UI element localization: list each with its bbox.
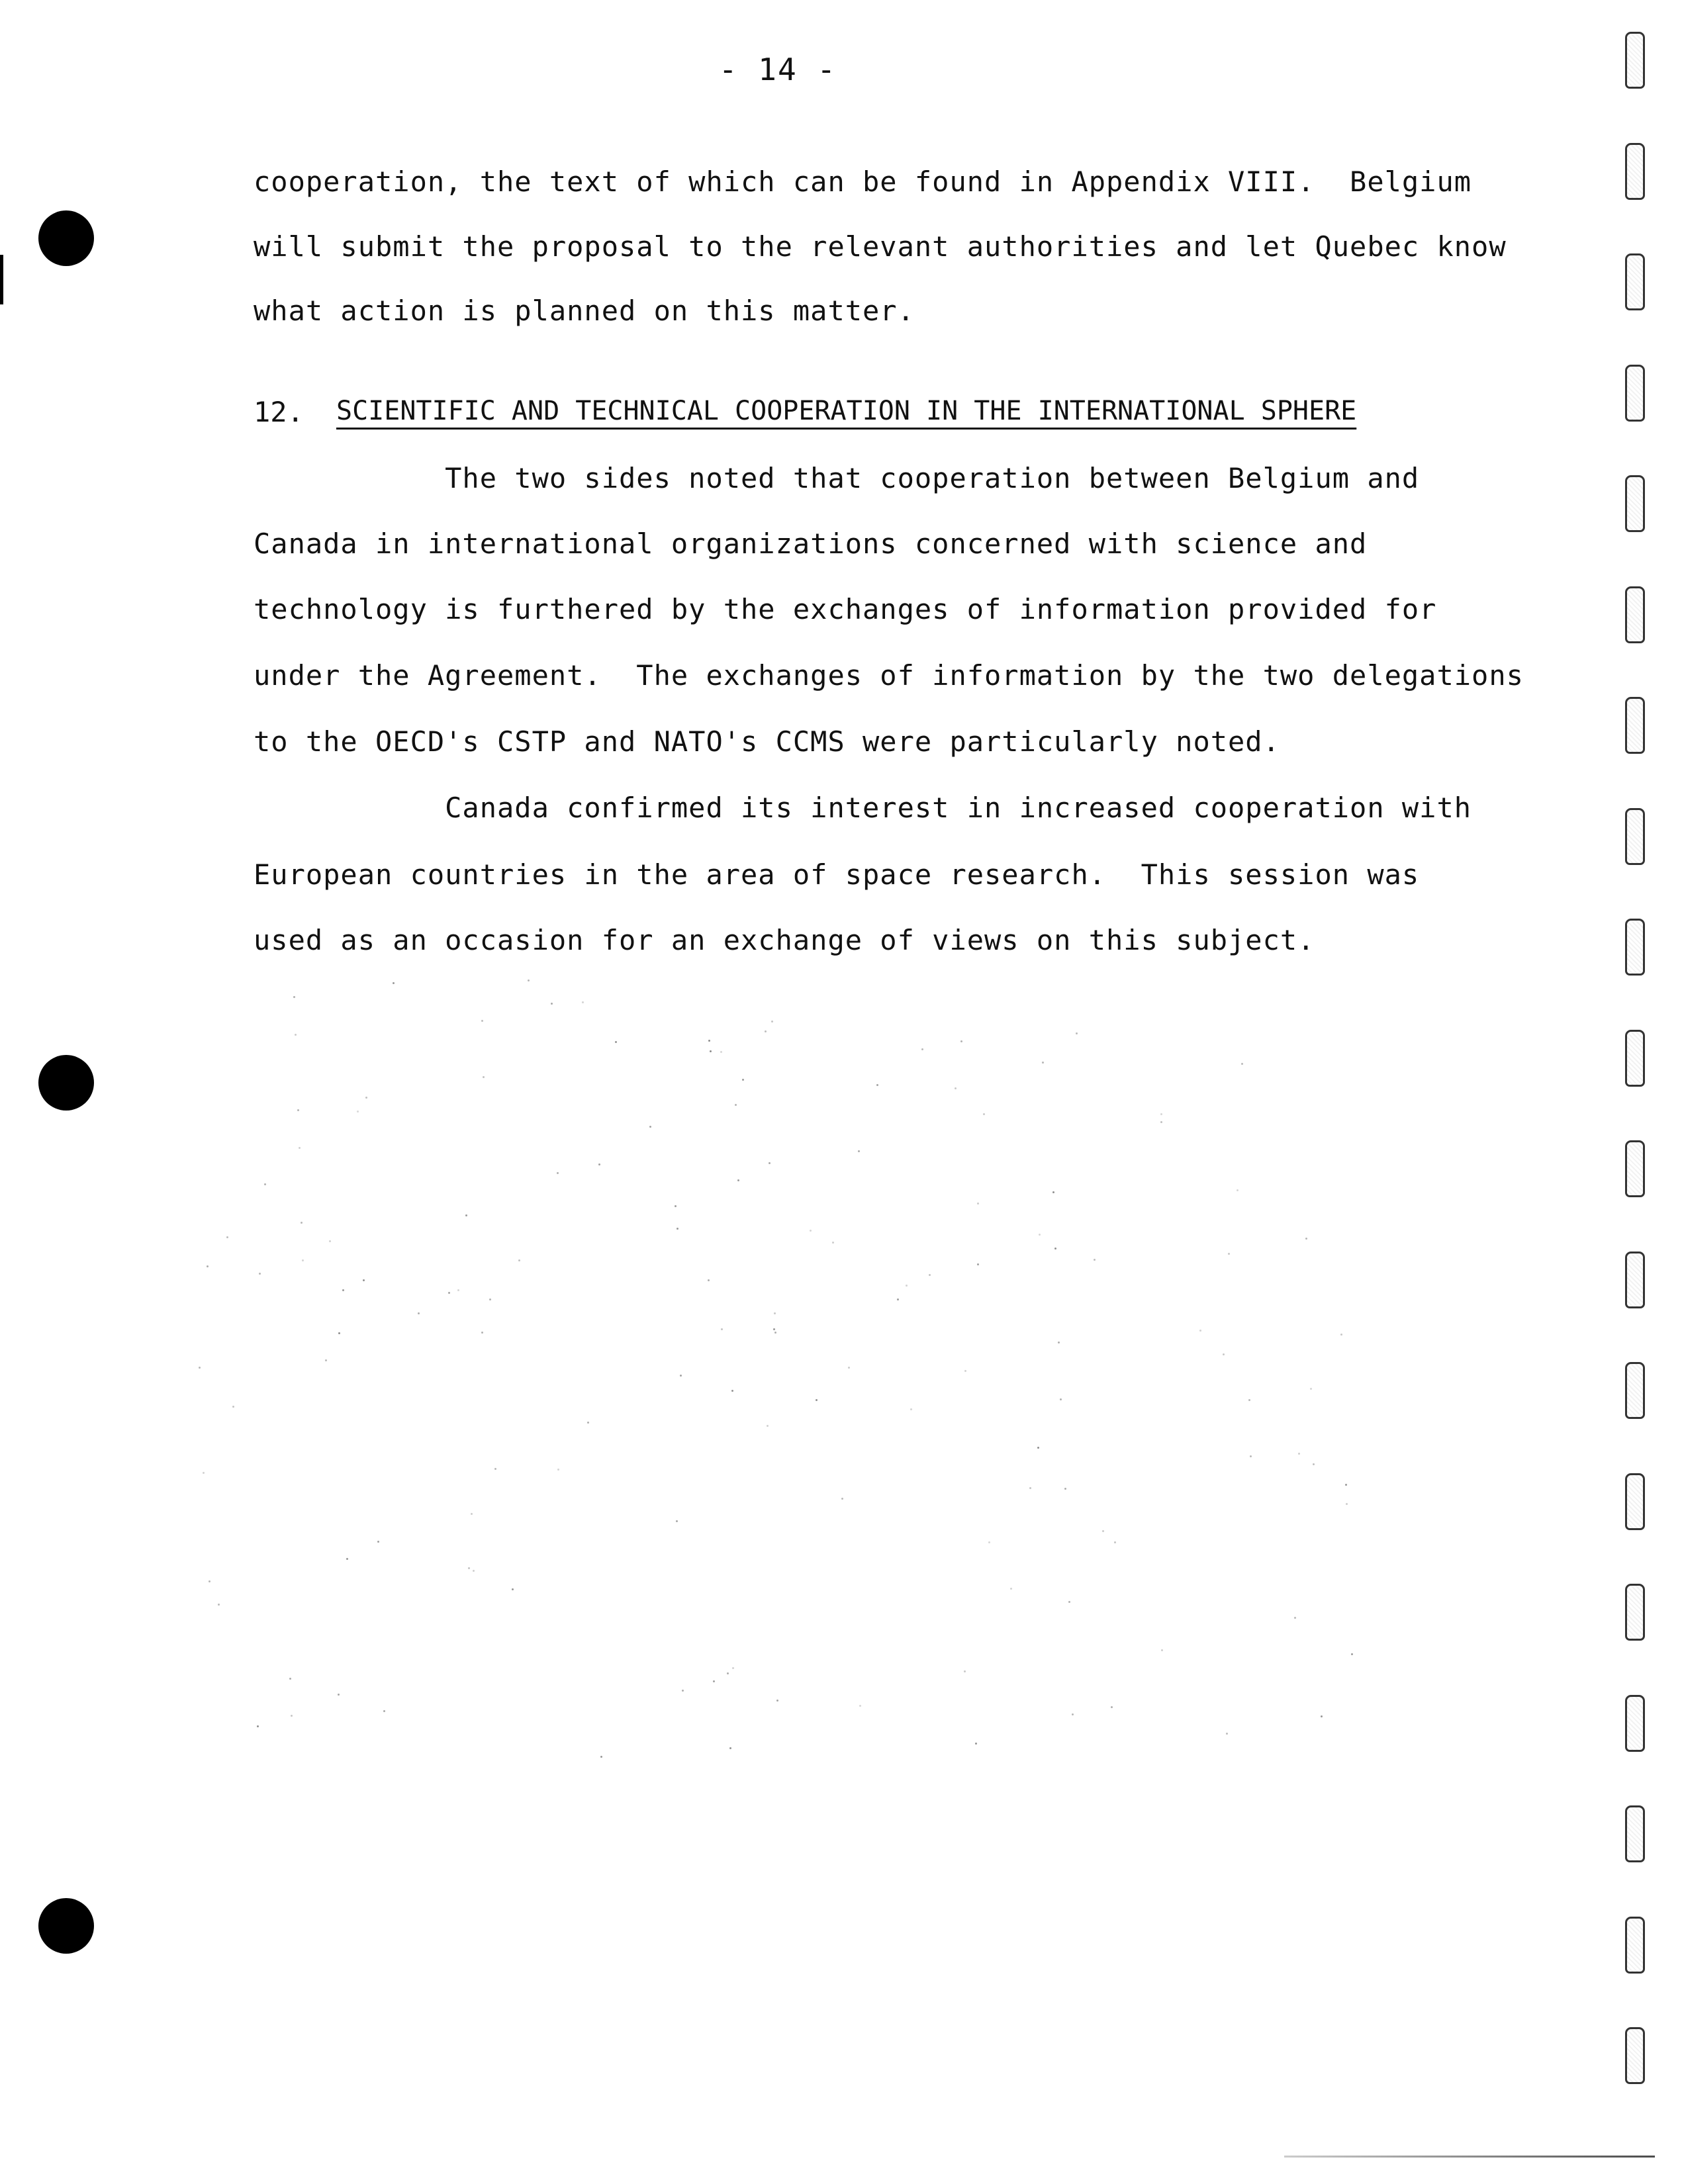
scan-speck xyxy=(810,1230,812,1232)
scan-speck xyxy=(721,1328,723,1330)
scan-speck xyxy=(1072,1713,1074,1715)
scan-speck xyxy=(710,1050,712,1052)
scan-speck xyxy=(680,1375,682,1377)
scan-speck xyxy=(1298,1453,1300,1455)
scan-speck xyxy=(776,1700,778,1702)
scan-speck xyxy=(649,1126,651,1128)
scan-speck xyxy=(720,1051,722,1053)
scan-speck xyxy=(1351,1653,1353,1655)
feed-hole xyxy=(1625,1695,1645,1752)
scan-speck xyxy=(1237,1189,1238,1191)
scan-speck xyxy=(1248,1399,1250,1401)
scan-speck xyxy=(582,1001,584,1003)
scan-speck xyxy=(848,1367,850,1369)
scan-speck xyxy=(512,1588,514,1590)
text-line: The two sides noted that cooperation between Belgium and xyxy=(254,462,1420,494)
scan-speck xyxy=(767,1425,769,1427)
scan-speck xyxy=(816,1399,818,1401)
scan-speck xyxy=(977,1263,979,1265)
scan-speck xyxy=(983,1113,985,1115)
text-line: will submit the proposal to the relevant authorities and let Quebec know xyxy=(254,230,1507,263)
scan-speck xyxy=(346,1558,348,1560)
scan-speck xyxy=(357,1111,359,1113)
scan-speck xyxy=(363,1279,365,1281)
scan-speck xyxy=(615,1041,617,1043)
feed-hole xyxy=(1625,1917,1645,1974)
scan-speck xyxy=(293,996,295,998)
text-line: under the Agreement. The exchanges of information by the two delegations xyxy=(254,659,1524,692)
scan-speck xyxy=(551,1003,553,1005)
scan-speck xyxy=(338,1332,340,1334)
scan-speck xyxy=(708,1040,710,1042)
scan-speck xyxy=(1241,1063,1243,1065)
scan-speck xyxy=(897,1298,899,1300)
scan-speck xyxy=(1076,1032,1078,1034)
scan-speck xyxy=(481,1020,483,1022)
text-line: to the OECD's CSTP and NATO's CCMS were particularly noted. xyxy=(254,725,1280,758)
feed-hole xyxy=(1625,1473,1645,1530)
scan-speck xyxy=(1294,1617,1296,1619)
scan-speck xyxy=(365,1097,367,1099)
scan-speck xyxy=(297,1109,299,1111)
scan-speck xyxy=(418,1312,420,1314)
scan-speck xyxy=(1029,1487,1031,1489)
scan-speck xyxy=(289,1678,291,1680)
scan-speck xyxy=(465,1214,467,1216)
scan-speck xyxy=(676,1520,678,1522)
scan-speck xyxy=(1102,1530,1104,1532)
scan-speck xyxy=(257,1725,259,1727)
scan-speck xyxy=(1305,1238,1307,1240)
scan-speck xyxy=(742,1079,744,1081)
scan-speck xyxy=(1321,1715,1323,1717)
scan-speck xyxy=(906,1285,908,1287)
punch-hole xyxy=(38,1898,94,1954)
scan-speck xyxy=(494,1468,496,1470)
scan-speck xyxy=(259,1273,261,1275)
scan-speck xyxy=(1052,1191,1054,1193)
scan-speck xyxy=(1160,1121,1162,1123)
scan-speck xyxy=(675,1205,677,1207)
feed-hole xyxy=(1625,1140,1645,1197)
feed-hole xyxy=(1625,919,1645,976)
scan-speck xyxy=(858,1150,860,1152)
scan-speck xyxy=(1064,1488,1066,1490)
section-title: SCIENTIFIC AND TECHNICAL COOPERATION IN THE INTERNATIONAL SPHERE xyxy=(336,396,1357,426)
scan-speck xyxy=(859,1705,861,1707)
scan-speck xyxy=(921,1048,923,1050)
scan-speck xyxy=(528,979,530,981)
scan-speck xyxy=(377,1541,379,1543)
text-line: technology is furthered by the exchanges of information provided for xyxy=(254,593,1437,625)
scan-speck xyxy=(832,1242,834,1244)
scan-speck xyxy=(769,1162,771,1164)
feed-hole xyxy=(1625,32,1645,89)
scan-speck xyxy=(302,1259,304,1261)
scan-speck xyxy=(1037,1447,1039,1449)
scan-speck xyxy=(329,1240,331,1242)
scan-speck xyxy=(773,1328,775,1330)
scan-speck xyxy=(557,1172,559,1174)
page-number: - 14 - xyxy=(718,52,837,87)
scan-speck xyxy=(600,1756,602,1758)
scan-speck xyxy=(1250,1455,1252,1457)
scan-speck xyxy=(682,1690,684,1692)
scan-speck xyxy=(295,1034,297,1036)
scan-speck xyxy=(1228,1253,1230,1255)
scan-speck xyxy=(342,1289,344,1291)
feed-hole xyxy=(1625,253,1645,310)
scan-speck xyxy=(489,1298,491,1300)
scan-speck xyxy=(774,1332,776,1334)
scan-speck xyxy=(325,1359,327,1361)
scan-speck xyxy=(218,1604,220,1606)
feed-hole xyxy=(1625,475,1645,532)
text-line: what action is planned on this matter. xyxy=(254,295,915,327)
left-margin-mark xyxy=(0,255,3,304)
feed-hole xyxy=(1625,808,1645,865)
scan-speck xyxy=(1010,1588,1012,1590)
scan-speck xyxy=(1313,1463,1315,1465)
scan-speck xyxy=(557,1469,559,1471)
scan-speck xyxy=(338,1694,340,1696)
scan-speck xyxy=(988,1541,990,1543)
scan-speck xyxy=(1340,1334,1342,1336)
scan-speck xyxy=(729,1747,731,1749)
punch-hole xyxy=(38,1055,94,1111)
scan-speck xyxy=(1226,1733,1228,1735)
scan-speck xyxy=(677,1228,678,1230)
scan-speck xyxy=(732,1667,734,1669)
feed-hole xyxy=(1625,2027,1645,2084)
scan-speck xyxy=(1042,1062,1044,1064)
scan-speck xyxy=(1223,1353,1225,1355)
scan-speck xyxy=(964,1670,966,1672)
scan-speck xyxy=(383,1710,385,1712)
scan-speck xyxy=(708,1279,710,1281)
scan-speck xyxy=(977,1203,979,1205)
scan-speck xyxy=(393,982,395,984)
scan-speck xyxy=(291,1715,293,1717)
scan-speck xyxy=(774,1312,776,1314)
scan-speck xyxy=(876,1084,878,1086)
scan-speck xyxy=(481,1332,483,1334)
scan-speck xyxy=(301,1222,303,1224)
scan-speck xyxy=(483,1076,485,1078)
scan-speck xyxy=(713,1680,715,1682)
scan-speck xyxy=(264,1183,266,1185)
scan-speck xyxy=(203,1472,205,1474)
punch-hole xyxy=(38,210,94,266)
text-line: used as an occasion for an exchange of views on this subject. xyxy=(254,924,1315,956)
scan-speck xyxy=(929,1274,931,1276)
text-line: European countries in the area of space research. This session was xyxy=(254,858,1420,891)
scan-speck xyxy=(199,1367,201,1369)
scan-speck xyxy=(207,1265,209,1267)
scan-speck xyxy=(457,1289,459,1291)
scan-speck xyxy=(473,1570,475,1572)
feed-hole xyxy=(1625,365,1645,422)
scan-speck xyxy=(587,1422,589,1424)
feed-hole xyxy=(1625,1251,1645,1308)
scan-speck xyxy=(960,1040,962,1042)
scan-speck xyxy=(735,1104,737,1106)
feed-hole xyxy=(1625,697,1645,754)
scan-speck xyxy=(209,1580,210,1582)
scan-speck xyxy=(964,1370,966,1372)
scan-speck xyxy=(841,1498,843,1500)
scan-speck xyxy=(727,1672,729,1674)
scan-speck xyxy=(598,1163,600,1165)
feed-hole xyxy=(1625,143,1645,200)
scan-speck xyxy=(1346,1503,1348,1505)
feed-hole xyxy=(1625,1584,1645,1641)
text-line: Canada in international organizations concerned with science and xyxy=(254,527,1368,560)
scan-speck xyxy=(1310,1388,1312,1390)
scan-speck xyxy=(737,1179,739,1181)
scan-speck xyxy=(468,1567,470,1569)
page-bottom-edge xyxy=(1284,2156,1655,2158)
scan-speck xyxy=(299,1147,301,1149)
scan-speck xyxy=(1161,1649,1163,1651)
feed-hole xyxy=(1625,1030,1645,1087)
scan-speck xyxy=(1345,1484,1347,1486)
scan-speck xyxy=(1094,1259,1096,1261)
feed-hole xyxy=(1625,1805,1645,1862)
scan-speck xyxy=(226,1236,228,1238)
scan-speck xyxy=(1111,1706,1113,1708)
text-line: cooperation, the text of which can be found in Appendix VIII. Belgium xyxy=(254,165,1472,198)
feed-hole xyxy=(1625,586,1645,643)
scan-speck xyxy=(765,1030,767,1032)
scan-speck xyxy=(731,1390,733,1392)
text-line: Canada confirmed its interest in increased cooperation with xyxy=(254,792,1472,824)
scan-speck xyxy=(1199,1330,1201,1332)
scan-speck xyxy=(448,1292,450,1294)
scan-speck xyxy=(1068,1601,1070,1603)
scan-speck xyxy=(910,1408,912,1410)
feed-hole xyxy=(1625,1362,1645,1419)
scan-speck xyxy=(1114,1541,1116,1543)
scan-speck xyxy=(955,1087,957,1089)
scan-speck xyxy=(1054,1248,1056,1250)
scan-speck xyxy=(1160,1113,1162,1115)
scan-speck xyxy=(771,1021,773,1023)
scan-speck xyxy=(518,1259,520,1261)
scan-speck xyxy=(1058,1342,1060,1343)
section-number: 12. xyxy=(254,396,304,428)
scan-speck xyxy=(1039,1234,1041,1236)
scan-speck xyxy=(232,1406,234,1408)
scan-speck xyxy=(975,1743,977,1745)
scan-speck xyxy=(471,1513,473,1515)
scan-speck xyxy=(1060,1398,1062,1400)
